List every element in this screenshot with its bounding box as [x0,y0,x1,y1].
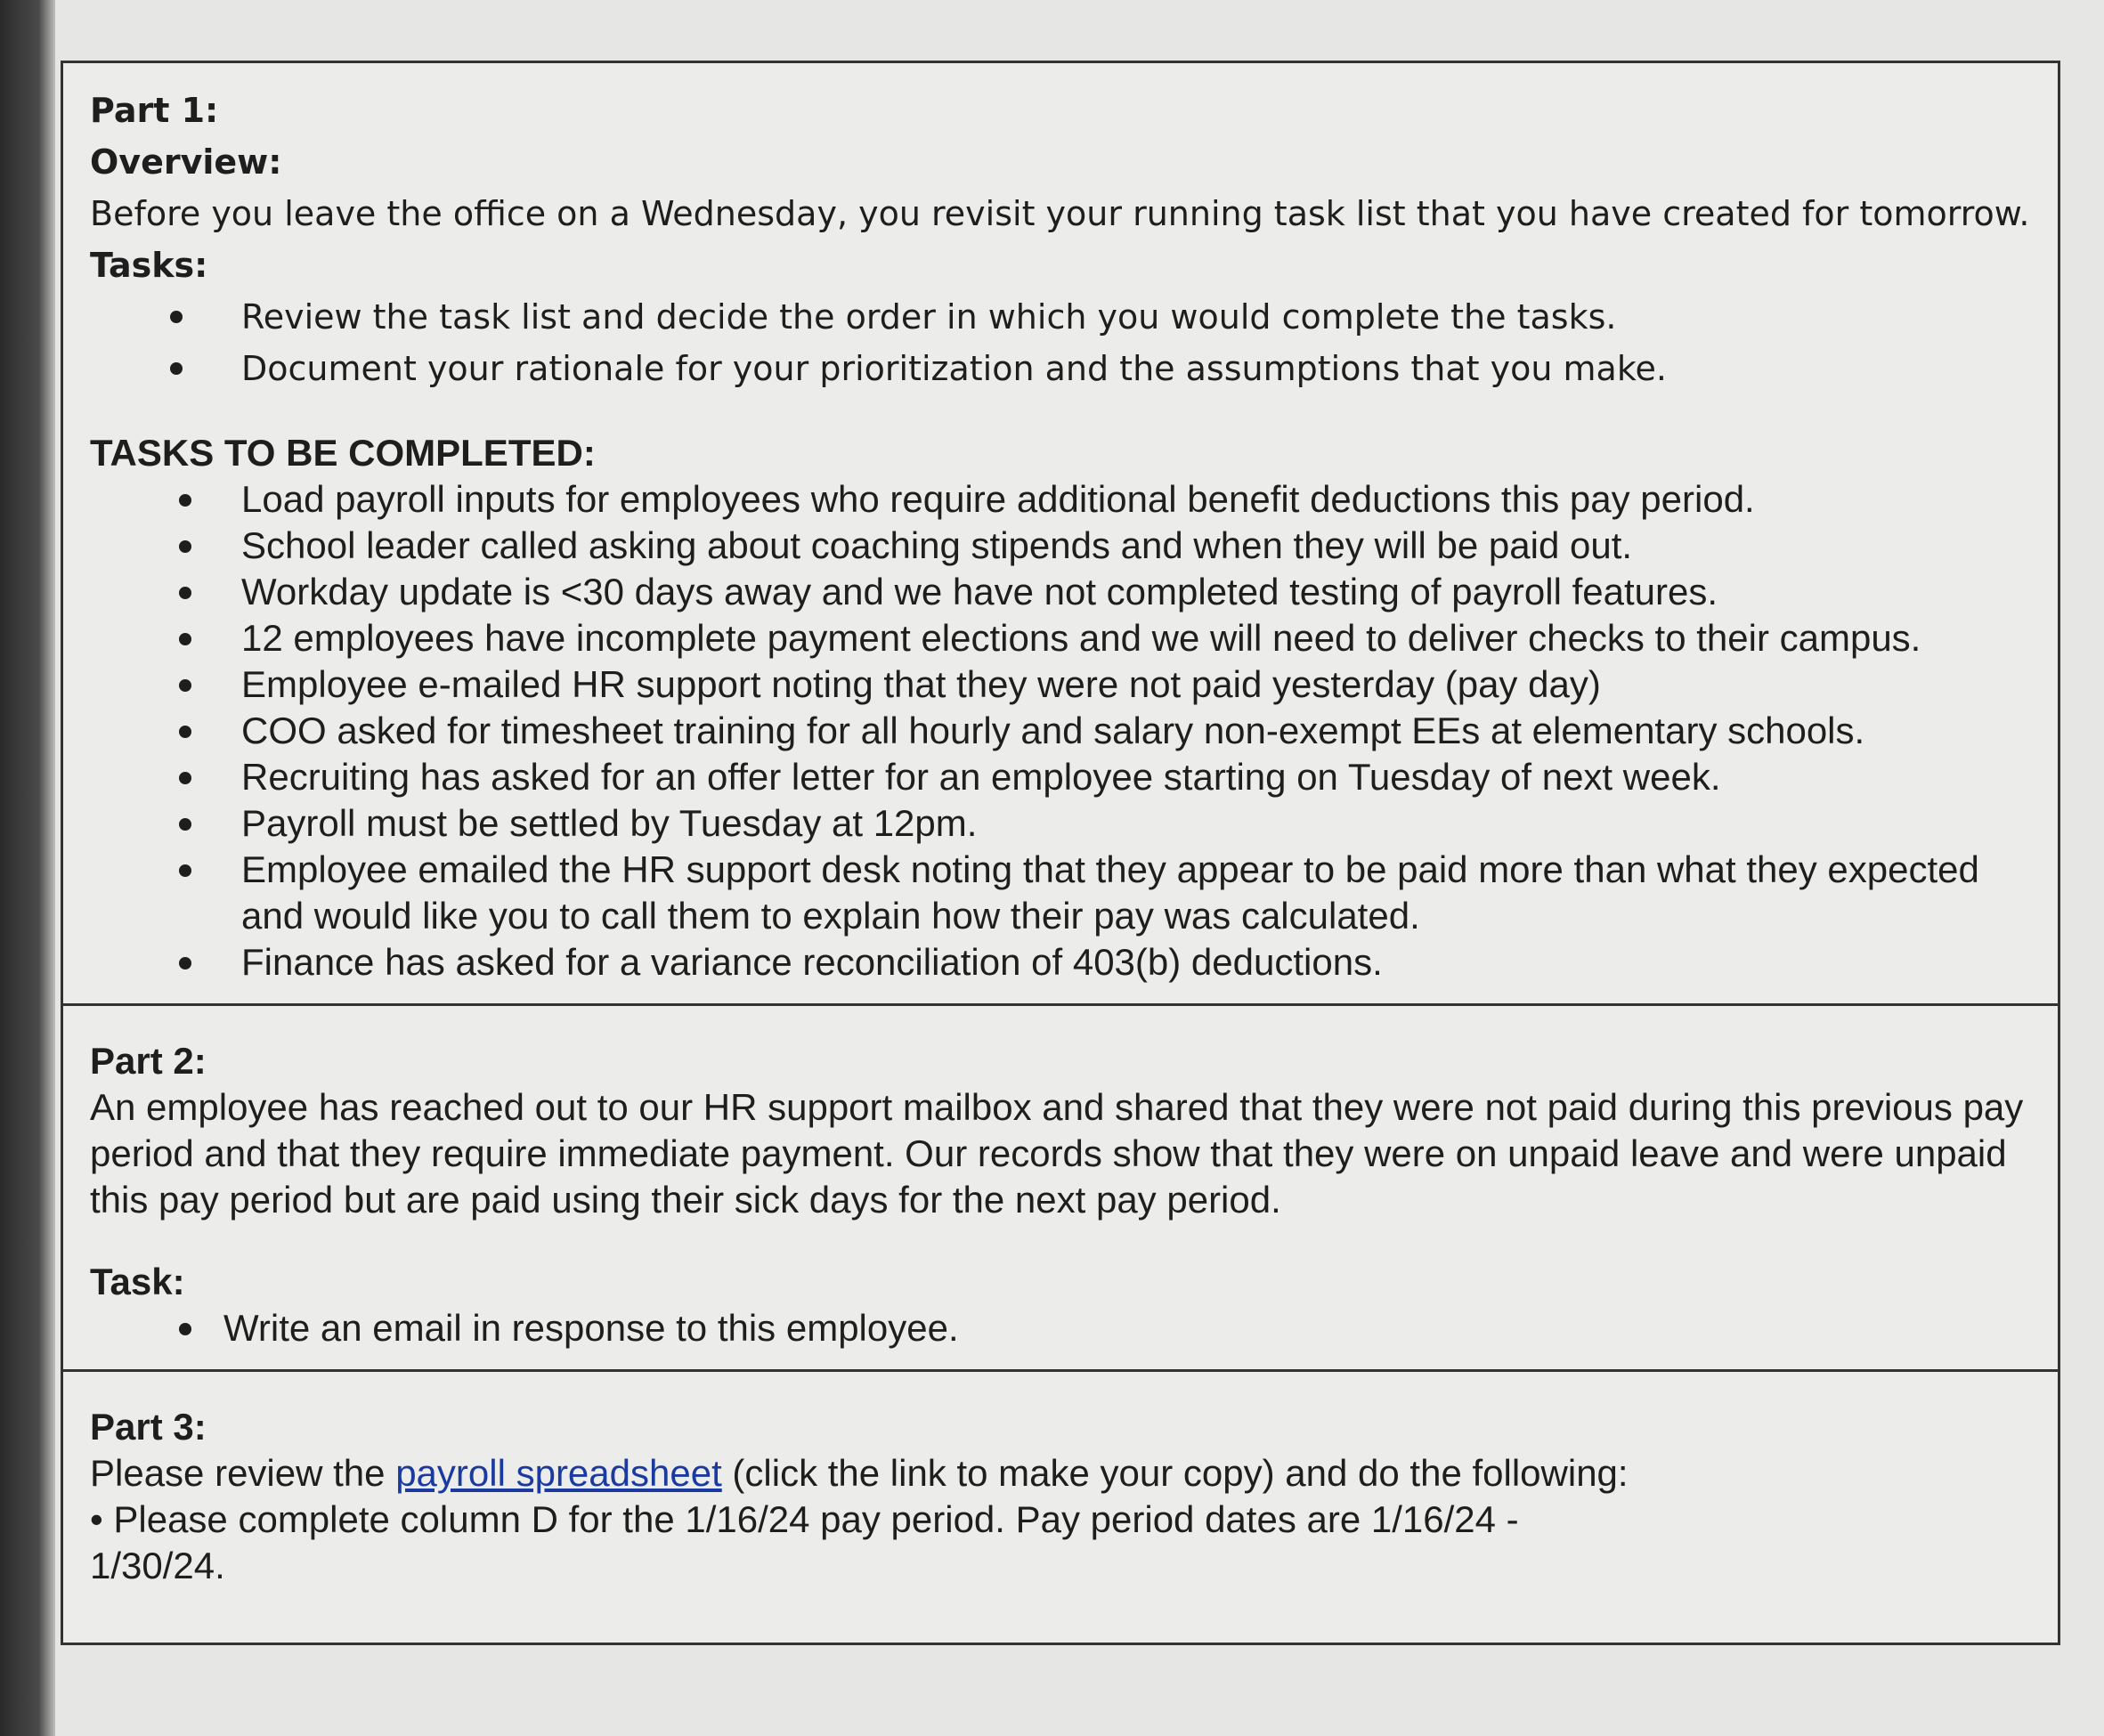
monitor-bezel [0,0,55,1736]
part3-heading: Part 3: [90,1406,207,1448]
tasks-to-complete-list [90,476,2031,986]
list-item: Review the task list and decide the order in which you would complete the tasks. [90,291,2031,343]
list-item: Write an email in response to this employee. [90,1305,2031,1351]
list-item: Employee e-mailed HR support noting that they were not paid yesterday (pay day) [90,661,2031,708]
list-item: Document your rationale for your prioritization and the assumptions that you make. [90,343,2031,394]
tasks-label: Tasks: [90,246,208,285]
part3-text [90,1450,2031,1497]
part3-section [63,1372,2058,1643]
assignment-document [61,61,2060,1645]
list-item: 12 employees have incomplete payment elections and we will need to deliver checks to their campus. [90,615,2031,661]
part3-text-after: (click the link to make your copy) and do the following: [721,1452,1629,1494]
part2-section [63,1006,2058,1372]
list-item: School leader called asking about coaching stipends and when they will be paid out. [90,523,2031,569]
part3-bullet: • Please complete column D for the 1/16/24 pay period. Pay period dates are 1/16/24 - 1/30/24. [90,1498,1519,1586]
part2-heading: Part 2: [90,1040,207,1082]
tasks-list [90,291,2031,394]
task-label: Task: [90,1261,185,1302]
overview-label: Overview: [90,142,282,182]
list-item: Recruiting has asked for an offer letter for an employee starting on Tuesday of next week. [90,754,2031,800]
tasks-to-complete-label: TASKS TO BE COMPLETED: [90,432,596,474]
part2-text: An employee has reached out to our HR support mailbox and shared that they were not paid during this previous pay period and that they require immediate payment. Our records show that they were on unpaid leave and were unpaid this pay period but are paid using their sick days for the next pay period. [90,1086,2024,1221]
part1-section [63,63,2058,1006]
part2-tasks [90,1305,2031,1351]
payroll-spreadsheet-link[interactable]: payroll spreadsheet [395,1452,722,1494]
list-item: Employee emailed the HR support desk noting that they appear to be paid more than what they expected and would like you to call them to explain how their pay was calculated. [90,847,2031,939]
part3-text-before: Please review the [90,1452,396,1494]
overview-text: Before you leave the office on a Wednesday, you revisit your running task list that you have created for tomorrow. [90,194,2030,233]
list-item: Load payroll inputs for employees who require additional benefit deductions this pay period. [90,476,2031,523]
list-item: Payroll must be settled by Tuesday at 12pm. [90,800,2031,847]
list-item: Finance has asked for a variance reconciliation of 403(b) deductions. [90,939,2031,986]
list-item: Workday update is <30 days away and we have not completed testing of payroll features. [90,569,2031,615]
part1-heading: Part 1: [90,91,219,130]
list-item: COO asked for timesheet training for all hourly and salary non-exempt EEs at elementary schools. [90,708,2031,754]
